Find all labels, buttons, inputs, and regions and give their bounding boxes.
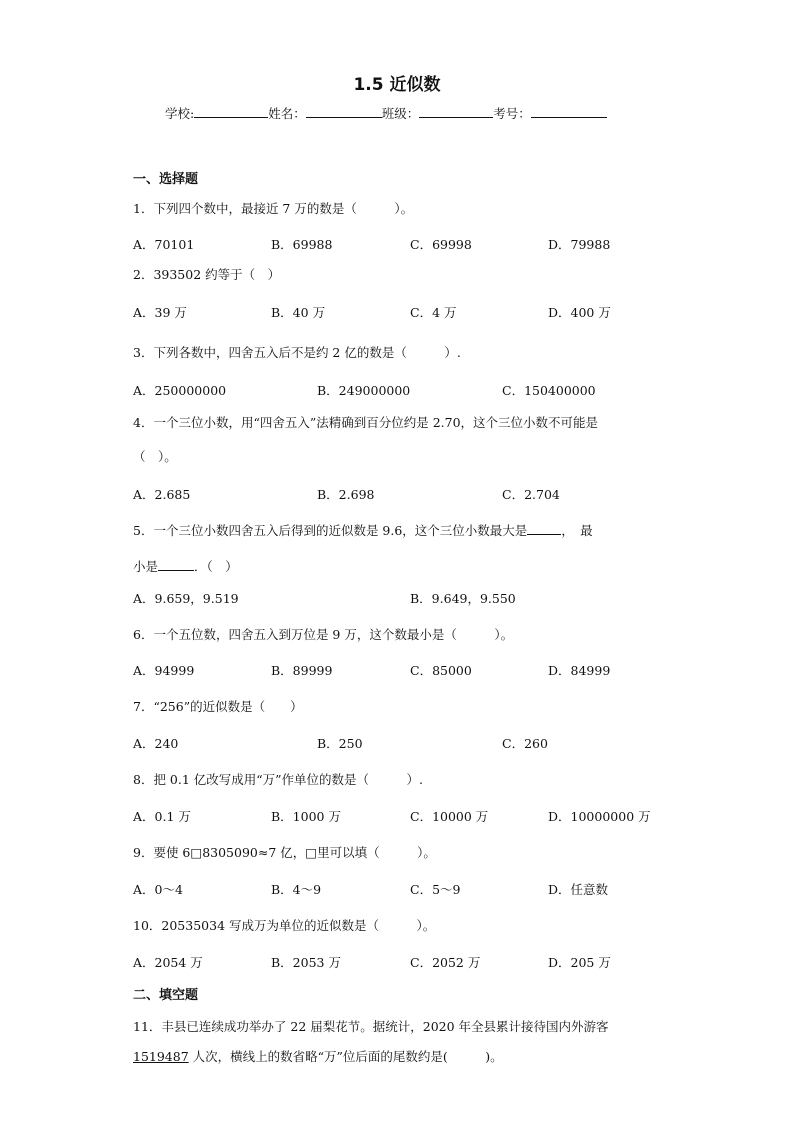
option-d[interactable]: D．84999 [548,663,611,678]
number-label: 考号： [493,106,531,121]
question-1: 1．下列四个数中，最接近 7 万的数是（ ）。 [133,201,414,216]
option-d[interactable]: D．任意数 [548,882,609,897]
question-10: 10．20535034 写成万为单位的近似数是（ ）。 [133,918,436,933]
question-11-line-1: 11．丰县已连续成功举办了 22 届梨花节。据统计，2020 年全县累计接待国内外游客 [133,1019,609,1034]
option-b[interactable]: B．1000 万 [271,809,341,824]
student-info-row [165,103,607,122]
class-blank[interactable] [419,103,493,118]
option-d[interactable]: D．400 万 [548,305,611,320]
underlined-number: 1519487 [133,1049,189,1064]
question-5-text-c: 小是 [133,559,159,574]
option-c[interactable]: C．4 万 [410,305,457,320]
question-4-line-1: 4．一个三位小数，用“四舍五入”法精确到百分位约是 2.70，这个三位小数不可能是 [133,415,599,430]
option-a[interactable]: A．2.685 [133,487,191,502]
option-a[interactable]: A．240 [133,736,179,751]
question-11-line-2 [133,1047,503,1065]
question-11-text: 人次，横线上的数省略“万”位后面的尾数约是( )。 [188,1049,503,1064]
option-b[interactable]: B．9.649，9.550 [410,591,516,606]
option-b[interactable]: B．250 [317,736,363,751]
option-b[interactable]: B．89999 [271,663,333,678]
page-title: 1.5 近似数 [353,75,441,95]
question-5-line-2 [133,557,238,575]
option-c[interactable]: C．85000 [410,663,472,678]
option-a[interactable]: A．2054 万 [133,955,203,970]
option-a[interactable]: A．250000000 [133,383,227,398]
option-a[interactable]: A．9.659，9.519 [133,591,239,606]
question-9: 9．要使 6□8305090≈7 亿，□里可以填（ ）。 [133,845,436,860]
name-blank[interactable] [306,103,382,118]
question-5-line-1 [133,521,593,539]
option-c[interactable]: C．2.704 [502,487,560,502]
option-a[interactable]: A．70101 [133,237,195,252]
option-b[interactable]: B．69988 [271,237,333,252]
option-a[interactable]: A．0.1 万 [133,809,191,824]
question-6: 6．一个五位数，四舍五入到万位是 9 万，这个数最小是（ ）。 [133,627,514,642]
option-a[interactable]: A．0～4 [133,882,183,897]
question-5-text-b: ， 最 [561,523,593,538]
section-heading-fill: 二、填空题 [133,988,199,1003]
option-c[interactable]: C．260 [502,736,548,751]
question-3: 3．下列各数中，四舍五入后不是约 2 亿的数是（ ）. [133,345,461,360]
class-label: 班级： [381,106,420,121]
option-c[interactable]: C．5～9 [410,882,461,897]
question-4-line-2: （ ）。 [133,449,177,464]
option-a[interactable]: A．94999 [133,663,195,678]
option-d[interactable]: D．79988 [548,237,611,252]
question-5-text-a: 5．一个三位小数四舍五入后得到的近似数是 9.6，这个三位小数最大是 [133,523,528,538]
option-b[interactable]: B．2053 万 [271,955,341,970]
school-label: 学校: [165,106,195,121]
section-heading-choice: 一、选择题 [133,172,199,187]
number-blank[interactable] [531,103,607,118]
answer-blank-min[interactable] [158,558,194,571]
option-d[interactable]: D．205 万 [548,955,611,970]
option-b[interactable]: B．249000000 [317,383,411,398]
question-5-text-d: ．（ ） [194,559,238,574]
answer-blank-max[interactable] [527,522,561,535]
name-label: 姓名： [268,106,306,121]
option-c[interactable]: C．2052 万 [410,955,481,970]
option-c[interactable]: C．69998 [410,237,472,252]
option-b[interactable]: B．4～9 [271,882,322,897]
school-blank[interactable] [194,103,268,118]
option-a[interactable]: A．39 万 [133,305,187,320]
question-2: 2．393502 约等于（ ） [133,267,281,282]
option-c[interactable]: C．150400000 [502,383,596,398]
question-7: 7．“256”的近似数是（ ） [133,699,303,714]
option-d[interactable]: D．10000000 万 [548,809,651,824]
option-c[interactable]: C．10000 万 [410,809,489,824]
question-8: 8．把 0.1 亿改写成用“万”作单位的数是（ ）. [133,772,424,787]
option-b[interactable]: B．40 万 [271,305,326,320]
option-b[interactable]: B．2.698 [317,487,375,502]
